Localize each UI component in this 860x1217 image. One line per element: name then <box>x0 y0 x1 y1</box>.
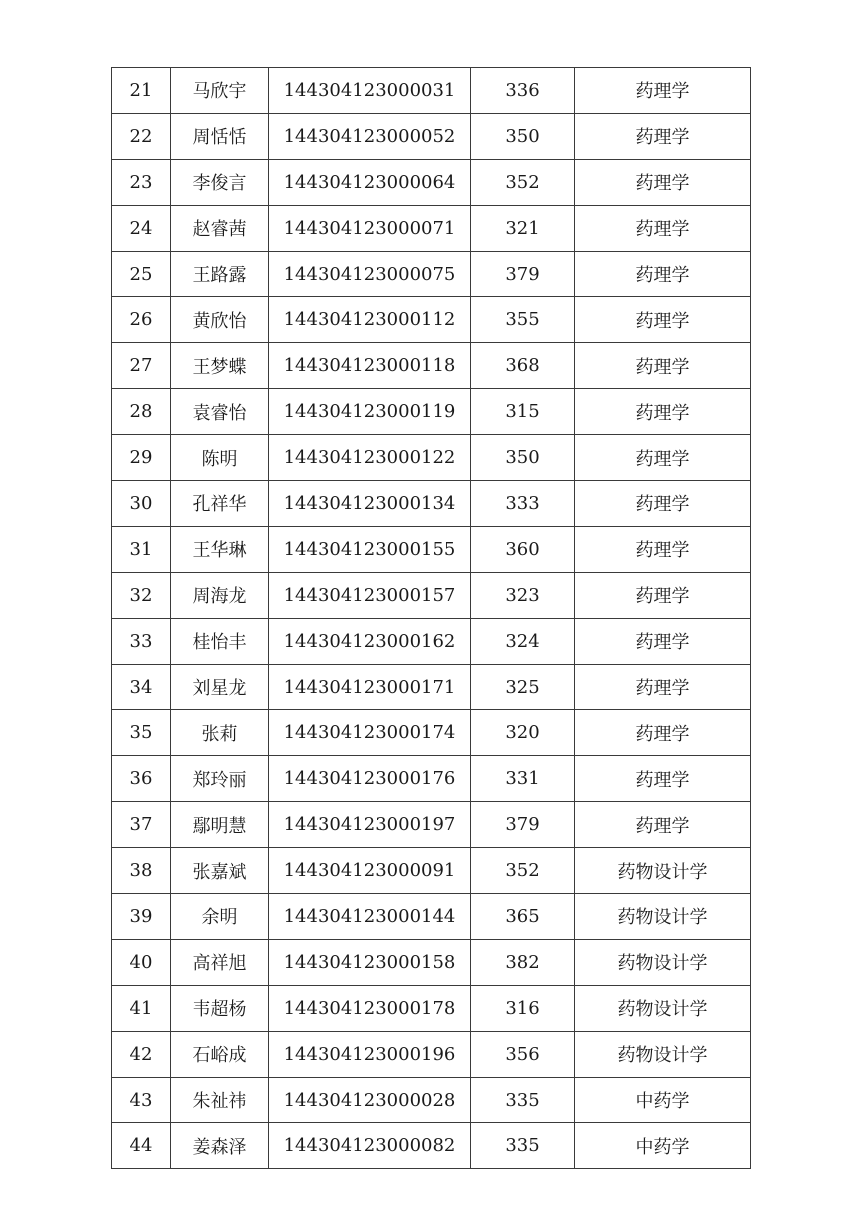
row-number: 37 <box>112 802 171 848</box>
major: 药理学 <box>575 251 751 297</box>
row-number: 22 <box>112 113 171 159</box>
major: 药理学 <box>575 756 751 802</box>
exam-score: 379 <box>471 251 575 297</box>
exam-id: 144304123000196 <box>269 1031 471 1077</box>
exam-score: 368 <box>471 343 575 389</box>
major: 药理学 <box>575 710 751 756</box>
table-row <box>112 389 751 435</box>
major: 药理学 <box>575 68 751 114</box>
major: 中药学 <box>575 1077 751 1123</box>
exam-id: 144304123000155 <box>269 526 471 572</box>
row-number: 41 <box>112 985 171 1031</box>
exam-id: 144304123000162 <box>269 618 471 664</box>
exam-score: 336 <box>471 68 575 114</box>
table-row <box>112 572 751 618</box>
table-row <box>112 710 751 756</box>
candidate-name: 石峪成 <box>171 1031 269 1077</box>
table-row <box>112 159 751 205</box>
row-number: 40 <box>112 939 171 985</box>
row-number: 26 <box>112 297 171 343</box>
exam-id: 144304123000028 <box>269 1077 471 1123</box>
candidate-name: 李俊言 <box>171 159 269 205</box>
candidate-name: 刘星龙 <box>171 664 269 710</box>
candidate-name: 余明 <box>171 894 269 940</box>
major: 药物设计学 <box>575 985 751 1031</box>
candidate-name: 孔祥华 <box>171 481 269 527</box>
exam-id: 144304123000052 <box>269 113 471 159</box>
table-row <box>112 1031 751 1077</box>
exam-id: 144304123000134 <box>269 481 471 527</box>
exam-id: 144304123000178 <box>269 985 471 1031</box>
exam-id: 144304123000176 <box>269 756 471 802</box>
major: 药物设计学 <box>575 1031 751 1077</box>
candidate-name: 周海龙 <box>171 572 269 618</box>
candidate-name: 朱祉祎 <box>171 1077 269 1123</box>
row-number: 31 <box>112 526 171 572</box>
table-row <box>112 205 751 251</box>
candidate-table <box>111 67 751 1169</box>
table-row <box>112 985 751 1031</box>
row-number: 39 <box>112 894 171 940</box>
candidate-name: 张嘉斌 <box>171 848 269 894</box>
exam-score: 352 <box>471 159 575 205</box>
major: 药理学 <box>575 435 751 481</box>
exam-id: 144304123000112 <box>269 297 471 343</box>
table-row <box>112 1077 751 1123</box>
row-number: 27 <box>112 343 171 389</box>
candidate-name: 郑玲丽 <box>171 756 269 802</box>
major: 药理学 <box>575 481 751 527</box>
major: 药理学 <box>575 802 751 848</box>
exam-score: 316 <box>471 985 575 1031</box>
table-row <box>112 68 751 114</box>
major: 药物设计学 <box>575 939 751 985</box>
exam-score: 320 <box>471 710 575 756</box>
row-number: 29 <box>112 435 171 481</box>
major: 药理学 <box>575 297 751 343</box>
exam-score: 323 <box>471 572 575 618</box>
candidate-name: 张莉 <box>171 710 269 756</box>
exam-score: 321 <box>471 205 575 251</box>
candidate-name: 鄢明慧 <box>171 802 269 848</box>
exam-score: 333 <box>471 481 575 527</box>
candidate-name: 黄欣怡 <box>171 297 269 343</box>
major: 药理学 <box>575 159 751 205</box>
table-row <box>112 297 751 343</box>
exam-id: 144304123000082 <box>269 1123 471 1169</box>
exam-score: 350 <box>471 113 575 159</box>
exam-score: 335 <box>471 1077 575 1123</box>
exam-score: 356 <box>471 1031 575 1077</box>
exam-id: 144304123000122 <box>269 435 471 481</box>
exam-score: 315 <box>471 389 575 435</box>
exam-id: 144304123000118 <box>269 343 471 389</box>
table-row <box>112 664 751 710</box>
row-number: 36 <box>112 756 171 802</box>
table-row <box>112 618 751 664</box>
major: 药物设计学 <box>575 848 751 894</box>
row-number: 43 <box>112 1077 171 1123</box>
table-row <box>112 526 751 572</box>
candidate-table-body <box>112 68 751 1169</box>
major: 药理学 <box>575 618 751 664</box>
exam-id: 144304123000171 <box>269 664 471 710</box>
exam-id: 144304123000197 <box>269 802 471 848</box>
exam-score: 360 <box>471 526 575 572</box>
exam-id: 144304123000091 <box>269 848 471 894</box>
candidate-name: 韦超杨 <box>171 985 269 1031</box>
table-row <box>112 802 751 848</box>
row-number: 28 <box>112 389 171 435</box>
row-number: 23 <box>112 159 171 205</box>
candidate-name: 袁睿怡 <box>171 389 269 435</box>
exam-id: 144304123000071 <box>269 205 471 251</box>
exam-score: 325 <box>471 664 575 710</box>
row-number: 35 <box>112 710 171 756</box>
exam-score: 335 <box>471 1123 575 1169</box>
row-number: 25 <box>112 251 171 297</box>
exam-id: 144304123000174 <box>269 710 471 756</box>
major: 药理学 <box>575 664 751 710</box>
table-row <box>112 756 751 802</box>
candidate-name: 姜森泽 <box>171 1123 269 1169</box>
major: 药物设计学 <box>575 894 751 940</box>
table-row <box>112 939 751 985</box>
exam-id: 144304123000064 <box>269 159 471 205</box>
exam-score: 324 <box>471 618 575 664</box>
table-row <box>112 1123 751 1169</box>
candidate-name: 马欣宇 <box>171 68 269 114</box>
row-number: 24 <box>112 205 171 251</box>
exam-score: 331 <box>471 756 575 802</box>
major: 药理学 <box>575 343 751 389</box>
row-number: 34 <box>112 664 171 710</box>
table-row <box>112 481 751 527</box>
candidate-name: 陈明 <box>171 435 269 481</box>
table-row <box>112 343 751 389</box>
exam-id: 144304123000144 <box>269 894 471 940</box>
row-number: 30 <box>112 481 171 527</box>
major: 药理学 <box>575 526 751 572</box>
table-row <box>112 894 751 940</box>
row-number: 44 <box>112 1123 171 1169</box>
exam-score: 379 <box>471 802 575 848</box>
major: 药理学 <box>575 572 751 618</box>
row-number: 42 <box>112 1031 171 1077</box>
exam-score: 382 <box>471 939 575 985</box>
major: 中药学 <box>575 1123 751 1169</box>
candidate-name: 周恬恬 <box>171 113 269 159</box>
exam-score: 350 <box>471 435 575 481</box>
major: 药理学 <box>575 389 751 435</box>
candidate-name: 王华琳 <box>171 526 269 572</box>
exam-score: 352 <box>471 848 575 894</box>
exam-id: 144304123000075 <box>269 251 471 297</box>
table-row <box>112 251 751 297</box>
candidate-name: 高祥旭 <box>171 939 269 985</box>
exam-id: 144304123000031 <box>269 68 471 114</box>
row-number: 21 <box>112 68 171 114</box>
major: 药理学 <box>575 205 751 251</box>
row-number: 32 <box>112 572 171 618</box>
major: 药理学 <box>575 113 751 159</box>
table-row <box>112 435 751 481</box>
exam-id: 144304123000158 <box>269 939 471 985</box>
exam-score: 355 <box>471 297 575 343</box>
candidate-name: 王路露 <box>171 251 269 297</box>
exam-id: 144304123000119 <box>269 389 471 435</box>
candidate-name: 桂怡丰 <box>171 618 269 664</box>
candidate-name: 王梦蝶 <box>171 343 269 389</box>
table-row <box>112 848 751 894</box>
row-number: 33 <box>112 618 171 664</box>
candidate-name: 赵睿茜 <box>171 205 269 251</box>
table-row <box>112 113 751 159</box>
exam-id: 144304123000157 <box>269 572 471 618</box>
row-number: 38 <box>112 848 171 894</box>
exam-score: 365 <box>471 894 575 940</box>
